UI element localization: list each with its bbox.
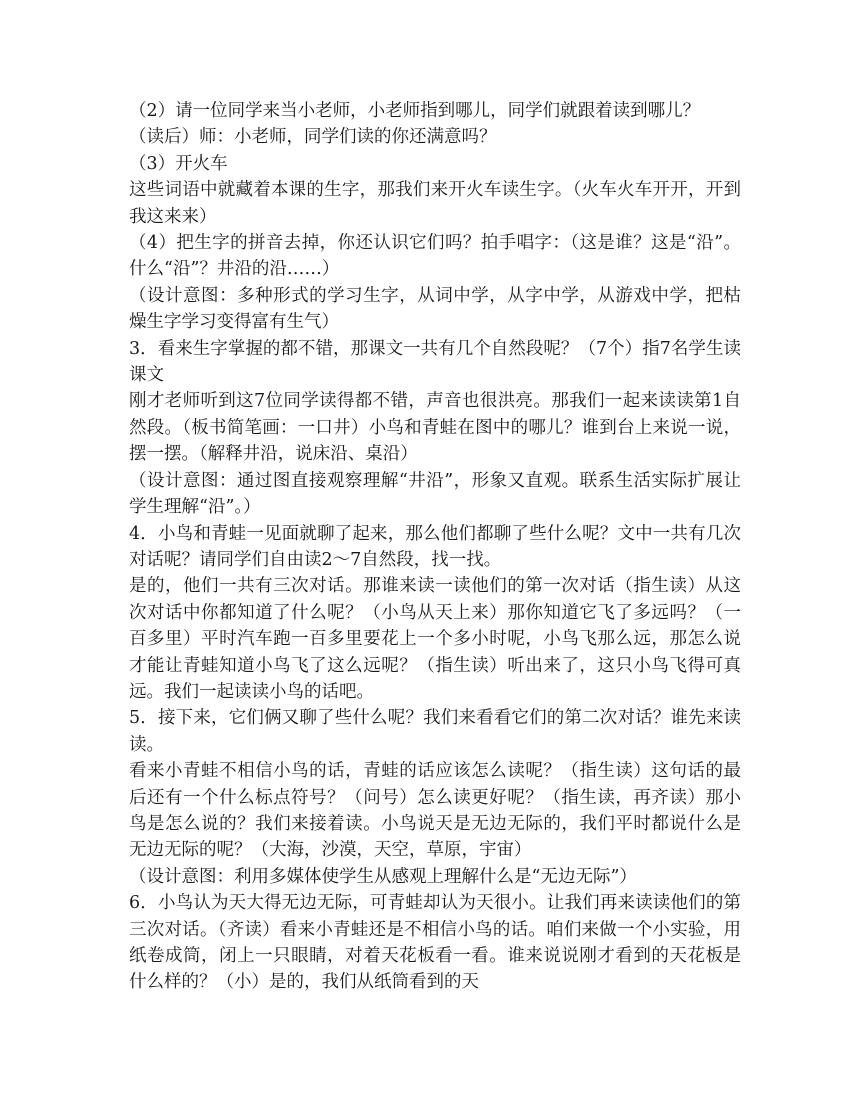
paragraph-first-dialogue: 是的，他们一共有三次对话。那谁来读一读他们的第一次对话（指生读）从这次对话中你都知道了什么呢？（小鸟从天上来）那你知道它飞了多远吗？（一百多里）平时汽车跑一百多里要花上一个多小时呢，小鸟飞那么远，那怎么说才能让青蛙知道小鸟飞了这么远呢？（指生读）听出来了，这只小鸟飞得可真远。我们一起读读小鸟的话吧。 bbox=[129, 576, 741, 702]
paragraph-section-3: 3．看来生字掌握的都不错，那课文一共有几个自然段呢？（7个）指7名学生读课文 bbox=[129, 338, 741, 386]
paragraph-section-5: 5．接下来，它们俩又聊了些什么呢？我们来看看它们的第二次对话？谁先来读读。 bbox=[129, 708, 741, 755]
paragraph-teacher-question: （读后）师：小老师，同学们读的你还满意吗？ bbox=[129, 127, 497, 148]
paragraph-step-4: （4）把生字的拼音去掉，你还认识它们吗？拍手唱字：（这是谁？这是“沿”。什么“沿”？井沿的沿……） bbox=[129, 233, 741, 280]
paragraph-train-reading: 这些词语中就藏着本课的生字，那我们来开火车读生字。（火车火车开开，开到我这来来） bbox=[129, 180, 741, 227]
paragraph-step-3-heading: （3）开火车 bbox=[129, 153, 228, 174]
paragraph-design-intent-1: （设计意图：多种形式的学习生字，从词中学，从字中学，从游戏中学，把枯燥生字学习变得富有生气） bbox=[129, 285, 741, 333]
paragraph-first-section-reading: 刚才老师听到这7位同学读得都不错，声音也很洪亮。那我们一起来读读第1自然段。（板书简笔画：一口井）小鸟和青蛙在图中的哪儿？谁到台上来说一说，摆一摆。（解释井沿，说床沿、桌沿） bbox=[129, 391, 741, 465]
paragraph-step-2: （2）请一位同学来当小老师，小老师指到哪儿，同学们就跟着读到哪儿？ bbox=[129, 101, 701, 121]
paragraph-second-dialogue: 看来小青蛙不相信小鸟的话，青蛙的话应该怎么读呢？（指生读）这句话的最后还有一个什么标点符号？（问号）怎么读更好呢？（指生读，再齐读）那小鸟是怎么说的？我们来接着读。小鸟说天是无边无际的，我们平时都说什么是无边无际的呢？（大海，沙漠，天空，草原，宇宙） bbox=[129, 761, 741, 861]
paragraph-design-intent-2: （设计意图：通过图直接观察理解“井沿”，形象又直观。联系生活实际扩展让学生理解“沿”。） bbox=[129, 470, 741, 518]
lesson-plan-text bbox=[129, 98, 741, 996]
paragraph-section-6: 6．小鸟认为天大得无边无际，可青蛙却认为天很小。让我们再来读读他们的第三次对话。（齐读）看来小青蛙还是不相信小鸟的话。咱们来做一个小实验，用纸卷成筒，闭上一只眼睛，对着天花板看一看。谁来说说刚才看到的天花板是什么样的？（小）是的，我们从纸筒看到的天 bbox=[129, 893, 741, 993]
paragraph-section-4: 4．小鸟和青蛙一见面就聊了起来，那么他们都聊了些什么呢？文中一共有几次对话呢？请同学们自由读2～7自然段，找一找。 bbox=[129, 523, 741, 570]
paragraph-design-intent-3: （设计意图：利用多媒体使学生从感观上理解什么是“无边无际”） bbox=[129, 866, 637, 887]
